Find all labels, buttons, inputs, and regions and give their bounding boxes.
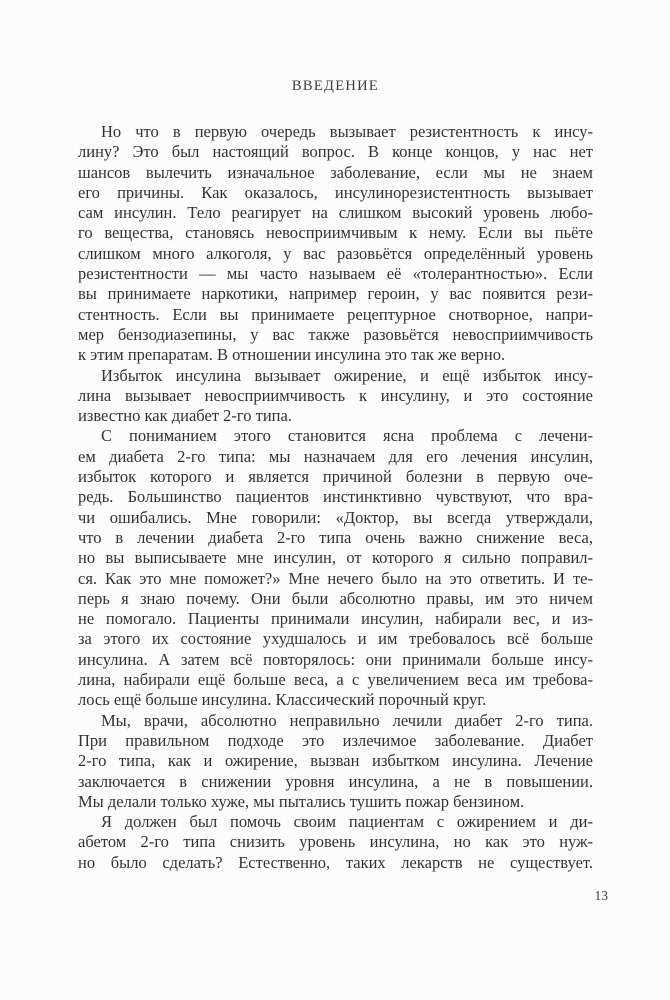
text-line: но было сделать? Естественно, таких лекарств не существует. [78,852,593,872]
text-line: избыток которого и является причиной болезни в первую оче- [78,467,593,487]
text-line: Я должен был помочь своим пациентам с ожирением и ди- [101,812,593,832]
text-line: При правильном подходе это излечимое заболевание. Диабет [78,730,593,750]
text-line: лину? Это был настоящий вопрос. В конце концов, у нас нет [78,142,593,162]
paragraph [78,426,593,710]
text-line: лина вызывает невосприимчивость к инсулину, и это состояние [78,385,593,405]
text-line: ем диабета 2-го типа: мы назначаем для его лечения инсулин, [78,446,593,466]
text-line: но вы выписываете мне инсулин, от которого я сильно поправил- [78,548,593,568]
text-line: не помогало. Пациенты принимали инсулин, набирали вес, и из- [78,609,593,629]
chapter-header: ВВЕДЕНИЕ [291,78,380,94]
text-line: ся. Как это мне поможет?» Мне нечего было на это ответить. И те- [78,568,593,588]
text-line: слишком много алкоголя, у вас разовьётся определённый уровень [78,243,593,263]
body-text [78,122,593,873]
text-line: известно как диабет 2-го типа. [78,406,292,426]
text-line: 2-го типа, как и ожирение, вызван избытком инсулина. Лечение [78,751,593,771]
paragraph [78,812,593,873]
text-line: его причины. Как оказалось, инсулинорезистентность вызывает [78,182,593,202]
text-line: го вещества, становясь невосприимчивым к нему. Если вы пьёте [78,223,593,243]
text-line: лось ещё больше инсулина. Классический порочный круг. [78,690,487,710]
text-line: что в лечении диабета 2-го типа очень важно снижение веса, [78,527,593,547]
text-line: чи ошибались. Мне говорили: «Доктор, вы всегда утверждали, [78,507,593,527]
page-number: 13 [594,888,608,903]
text-line: инсулина. А затем всё повторялось: они принимали больше инсу- [78,649,593,669]
text-line: сам инсулин. Тело реагирует на слишком высокий уровень любо- [78,203,593,223]
text-line: Избыток инсулина вызывает ожирение, и ещё избыток инсу- [101,365,593,385]
text-line: вы принимаете наркотики, например героин, у вас появится рези- [78,284,593,304]
text-line: Мы, врачи, абсолютно неправильно лечили диабет 2-го типа. [101,710,593,730]
text-line: Но что в первую очередь вызывает резистентность к инсу- [101,122,593,141]
text-line: за этого их состояние ухудшалось и им требовалось всё больше [78,629,593,649]
text-line: к этим препаратам. В отношении инсулина это так же верно. [78,345,506,365]
text-line: резистентности — мы часто называем её «толерантностью». Если [78,264,593,284]
text-line: редь. Большинство пациентов инстинктивно чувствуют, что вра- [78,487,593,507]
text-line: мер бензодиазепины, у вас также разовьётся невосприимчивость [78,324,593,344]
paragraph [78,711,593,812]
paragraph [78,366,593,427]
text-line: Мы делали только хуже, мы пытались тушить пожар бензином. [78,791,525,811]
text-line: абетом 2-го типа снизить уровень инсулина, но как это нуж- [78,832,593,852]
text-line: перь я знаю почему. Они были абсолютно правы, им это ничем [78,588,593,608]
text-line: лина, набирали ещё больше веса, а с увеличением веса им требова- [78,670,593,690]
paragraph [78,122,593,366]
text-line: шансов вылечить изначальное заболевание, если мы не знаем [78,162,593,182]
text-line: заключается в снижении уровня инсулина, а не в повышении. [78,771,593,791]
text-line: стентность. Если вы принимаете рецептурное снотворное, напри- [78,304,593,324]
text-line: С пониманием этого становится ясна проблема с лечени- [101,426,593,446]
